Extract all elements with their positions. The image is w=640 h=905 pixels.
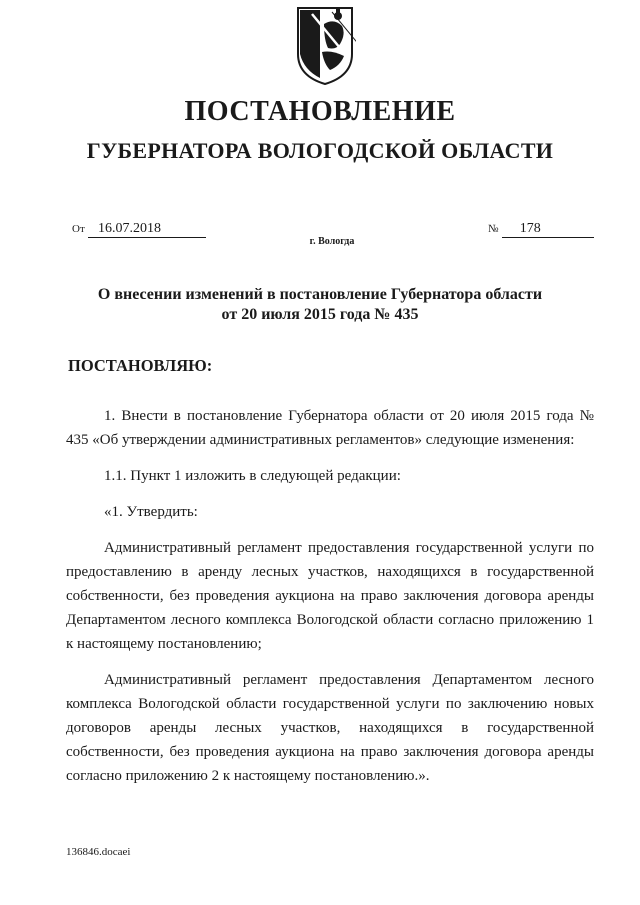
number-value: 178 bbox=[502, 221, 594, 238]
document-subtitle: ГУБЕРНАТОРА ВОЛОГОДСКОЙ ОБЛАСТИ bbox=[86, 138, 554, 163]
date-label: От bbox=[72, 223, 85, 235]
paragraph-1: 1. Внести в постановление Губернатора области от 20 июля 2015 года № 435 «Об утверждении административных регламентов» следующие изменения: bbox=[66, 408, 594, 448]
paragraph-3: «1. Утвердить: bbox=[104, 504, 198, 520]
document-title: ПОСТАНОВЛЕНИЕ bbox=[184, 96, 456, 127]
coat-of-arms-icon bbox=[294, 4, 356, 86]
paragraph-2: 1.1. Пункт 1 изложить в следующей редакции: bbox=[104, 468, 401, 484]
document-body bbox=[66, 404, 594, 800]
subject-line-2: от 20 июля 2015 года № 435 bbox=[221, 306, 419, 323]
paragraph-4: Административный регламент предоставления государственной услуги по предоставлению в аренду лесных участков, находящихся в государственной собственности, без проведения аукциона на право заключения договора аренды Департаментом лесного комплекса Вологодской области согласно приложению 1 к настоящему постановлению; bbox=[66, 540, 594, 652]
document-subject bbox=[0, 285, 640, 325]
file-reference: 136846.docaei bbox=[66, 846, 131, 858]
city-label: г. Вологда bbox=[309, 236, 355, 247]
subject-line-1: О внесении изменений в постановление Губернатора области bbox=[97, 286, 543, 303]
date-value: 16.07.2018 bbox=[88, 221, 206, 238]
decree-word: ПОСТАНОВЛЯЮ: bbox=[68, 356, 213, 375]
paragraph-5: Административный регламент предоставления Департаментом лесного комплекса Вологодской области государственной услуги по заключению новых договоров аренды лесных участков, находящихся в государственной собственности, без проведения аукциона на право заключения договора аренды согласно приложению 2 к настоящему постановлению.». bbox=[66, 672, 594, 784]
number-label: № bbox=[488, 223, 499, 235]
